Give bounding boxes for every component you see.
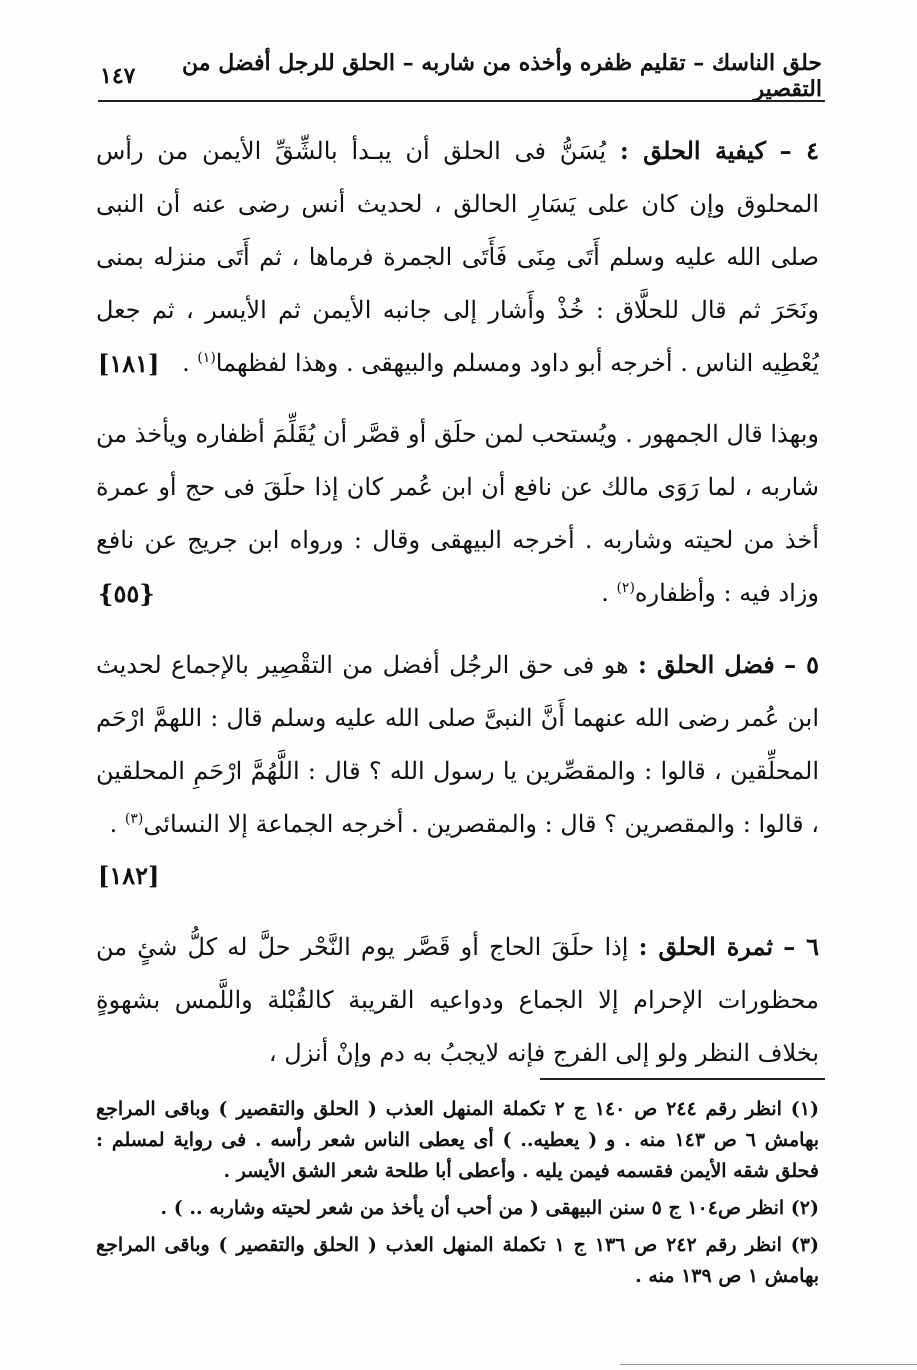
section-number: ٥ –: [784, 650, 820, 679]
page-number: ١٤٧: [100, 63, 136, 89]
section-title: ثمرة الحلق :: [638, 932, 774, 961]
paragraph-text: إذا حلَقَ الحاج أو قَصَّر يوم النَّحْر حلَّ له كلُّ شئٍ من محظورات الإحرام إلا الجماع ودواعيه القريبة كالقُبْلة واللَّمس بشهوةٍ بخلاف النظر ولو إلى الفرج فإنه لايجبُ به دم وإنْ أنزل ،: [96, 933, 819, 1067]
page-edge-line: [620, 1364, 917, 1365]
running-title: حلق الناسك – تقليم ظفره وأخذه من شاربه – الحلق للرجل أفضل من التقصير: [182, 50, 822, 102]
footnote-ref: (٣): [124, 811, 144, 827]
footnote: (١) انظر رقم ٢٤٤ ص ١٤٠ ج ٢ تكملة المنهل العذب ( الحلق والتقصير ) وباقى المراجع بهامش ٦ ص ١٤٣ منه . و ( يعطيه.. ) أى يعطى الناس شعر رأسه . فى رواية لمسلم : فحلق شقه الأيمن فقسمه فيمن يليه . وأعطى أبا طلحة شعر الشق الأيسر .: [96, 1098, 820, 1182]
section-title: كيفية الحلق :: [619, 136, 766, 165]
footnote-ref: (٢): [616, 580, 635, 596]
paragraph-text: هو فى حق الرجُل أفضل من التقْصِير بالإجماع لحديث ابن عُمر رضى الله عنهما أَنَّ النبىَّ صلى الله عليه وسلم قال : اللهمَّ ارْحَم المحلِّقين ، قالوا : والمقصِّرين يا رسول الله ؟ قال : اللَّهُمَّ ارْحَمِ المحلقين ، قالوا : والمقصرين ؟ قال : والمقصرين . أخرجه الجماعة إلا النسائى: [96, 651, 819, 838]
footnote-rule: [540, 1078, 825, 1080]
paragraph-fruit-of-shaving: [96, 920, 819, 1088]
hadith-number: [١٨١]: [98, 349, 160, 378]
section-number: ٤ –: [779, 136, 819, 165]
hadith-number: {٥٥}: [98, 579, 155, 608]
footnote: (٣) انظر رقم ٢٤٢ ص ١٣٦ ج ١ تكملة المنهل العذب ( الحلق والتقصير ) وباقى المراجع بهامش ١ ص ١٣٩ منه .: [96, 1234, 820, 1287]
footnote: (٢) انظر ص١٠٤ ج ٥ سنن البيهقى ( من أحب أن يأخذ من شعر لحيته وشاربه .. ) .: [160, 1197, 819, 1219]
paragraph-text: وبهذا قال الجمهور . ويُستحب لمن حلَق أو قصَّر أن يُقَلِّمَ أظفاره ويأخذ من شاربه ، لما رَوَى مالك عن نافع أن ابن عُمر كان إذا حلَقَ فى حج أو عمرة أخذ من لحيته وشاربه . أخرجه البيهقى وقال : ورواه ابن جريج عن نافع وزاد فيه : وأظفاره: [96, 420, 819, 607]
paragraph-merit-of-shaving: ٥ – فضل الحلق : هو فى حق الرجُل أفضل من التقْصِير بالإجماع لحديث ابن عُمر رضى الله عنهما أَنَّ النبىَّ صلى الله عليه وسلم قال : اللهمَّ ارْحَم المحلِّقين ، قالوا : والمقصِّرين يا رسول الله ؟ قال : اللَّهُمَّ ارْحَمِ المحلقين ، قالوا : والمقصرين ؟ قال : والمقصرين . أخرجه الجماعة إلا النسائى$^{(٣)}$ . [١٨٢]: [96, 638, 819, 908]
paragraph-nails-moustache: وبهذا قال الجمهور . ويُستحب لمن حلَق أو قصَّر أن يُقَلِّمَ أظفاره ويأخذ من شاربه ، لما رَوَى مالك عن نافع أن ابن عُمر كان إذا حلَقَ فى حج أو عمرة أخذ من لحيته وشاربه . أخرجه البيهقى وقال : ورواه ابن جريج عن نافع وزاد فيه : وأظفاره$^{(٢)}$ . {٥٥}: [96, 408, 819, 626]
page-header: [100, 50, 822, 102]
footnote-ref: (١): [197, 350, 216, 366]
paragraph-how-to-shave: ٤ – كيفية الحلق : يُسَنُّ فى الحلق أن يبـدأ بالشِّقِّ الأيمن من رأس المحلوق وإن كان على يَسَارِ الحالق ، لحديث أنس رضى عنه أن النبى صلى الله عليه وسلم أَتَى مِنَى فَأَتَى الجمرة فرماها ، ثم أَتَى منزله بمنى ونَحَرَ ثم قال للحلَّاق : خُذْ وأَشار إلى جانبه الأيمن ثم الأيسر ، ثم جعل يُعْطِيه الناس . أخرجه أبو داود ومسلم والبيهقى . وهذا لفظهما$^{(١)}$ . [١٨١]: [96, 124, 819, 396]
main-text: [96, 124, 819, 1100]
section-title: فضل الحلق :: [637, 650, 775, 679]
header-rule: [98, 100, 825, 102]
section-number: ٦ –: [783, 932, 819, 961]
footnotes: [96, 1094, 819, 1298]
paragraph-text: يُسَنُّ فى الحلق أن يبـدأ بالشِّقِّ الأيمن من رأس المحلوق وإن كان على يَسَارِ الحالق ، لحديث أنس رضى عنه أن النبى صلى الله عليه وسلم أَتَى مِنَى فَأَتَى الجمرة فرماها ، ثم أَتَى منزله بمنى ونَحَرَ ثم قال للحلَّاق : خُذْ وأَشار إلى جانبه الأيمن ثم الأيسر ، ثم جعل يُعْطِيه الناس . أخرجه أبو داود ومسلم والبيهقى . وهذا لفظهما: [96, 137, 819, 377]
hadith-number: [١٨٢]: [98, 861, 160, 890]
